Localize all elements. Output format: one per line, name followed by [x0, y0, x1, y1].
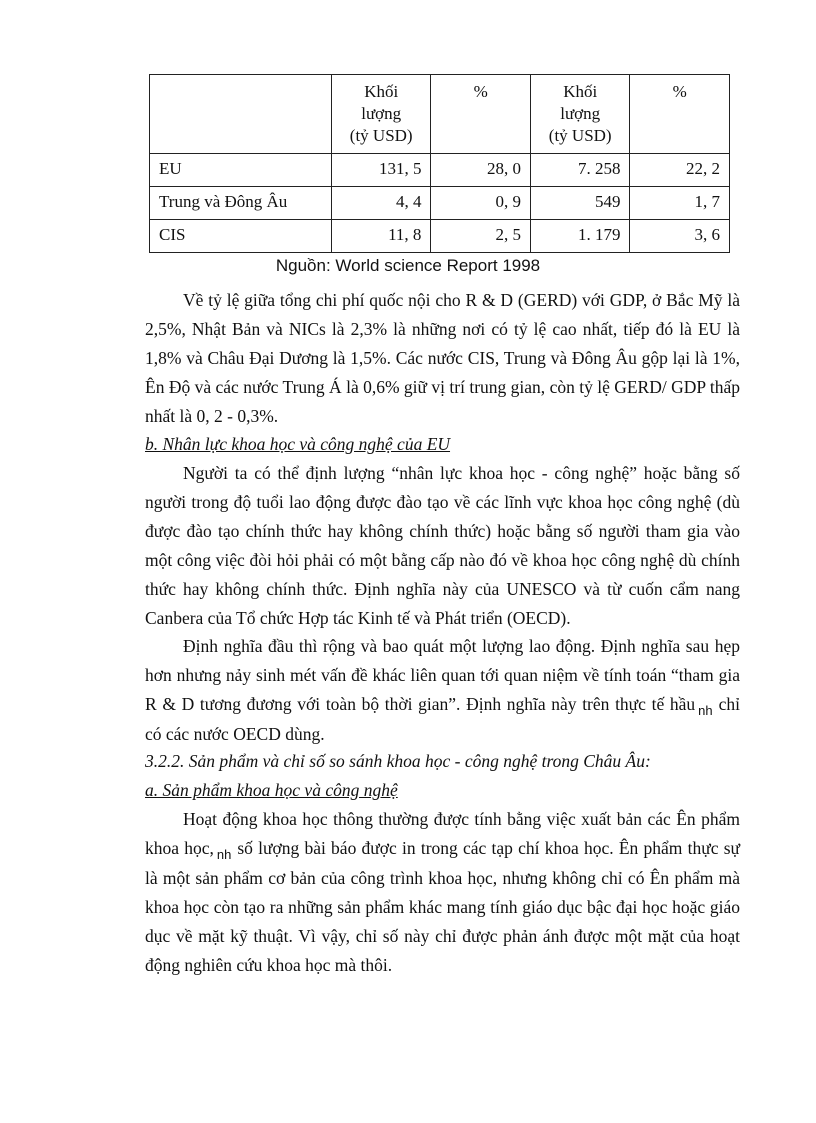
percent-2: 3, 6	[630, 220, 730, 253]
volume-1: 4, 4	[331, 187, 431, 220]
header-percent-1: %	[431, 75, 531, 154]
volume-1: 11, 8	[331, 220, 431, 253]
table-source-caption: Nguồn: World science Report 1998	[275, 256, 541, 275]
header-volume-1: Khối lượng (tỷ USD)	[331, 75, 431, 154]
region-name: EU	[150, 154, 332, 187]
header-volume-2: Khối lượng (tỷ USD)	[530, 75, 630, 154]
volume-2: 1. 179	[530, 220, 630, 253]
region-name: CIS	[150, 220, 332, 253]
table-row	[150, 220, 730, 253]
volume-2: 7. 258	[530, 154, 630, 187]
percent-2: 22, 2	[630, 154, 730, 187]
percent-1: 28, 0	[431, 154, 531, 187]
paragraph-publications: Hoạt động khoa học thông thường được tính bằng việc xuất bản các Ên phẩm khoa học, $_{nh}$ số lượng bài báo được in trong các tạp chí khoa học. Ên phẩm thực sự là một sản phẩm cơ bản của công trình khoa học, nhưng không chỉ có Ên phẩm mà khoa học còn tạo ra những sản phẩm khác mang tính giáo dục bậc đại học hoặc giáo dục về mặt kỹ thuật. Vì vậy, chỉ số này chỉ được phản ánh được một mặt của hoạt động nghiên cứu khoa học mà thôi.	[145, 809, 740, 975]
heading-products: a. Sản phẩm khoa học và công nghệ	[145, 780, 398, 800]
region-name: Trung và Đông Âu	[150, 187, 332, 220]
percent-1: 2, 5	[431, 220, 531, 253]
table-row	[150, 187, 730, 220]
table-header-row	[150, 75, 730, 154]
volume-2: 549	[530, 187, 630, 220]
paragraph-gerd-ratio: Về tỷ lệ giữa tổng chi phí quốc nội cho R & D (GERD) với GDP, ở Bắc Mỹ là 2,5%, Nhật Bản và NICs là 2,3% là những nơi có tỷ lệ cao nhất, tiếp đó là EU là 1,8% và Châu Đại Dương là 1,5%. Các nước CIS, Trung và Đông Âu gộp lại là 1%, Ên Độ và các nước Trung Á là 0,6% giữ vị trí trung gian, còn tỷ lệ GERD/ GDP thấp nhất là 0, 2 - 0,3%.	[145, 290, 740, 426]
rd-expenditure-table	[149, 74, 730, 253]
percent-2: 1, 7	[630, 187, 730, 220]
table-row	[150, 154, 730, 187]
volume-1: 131, 5	[331, 154, 431, 187]
section-heading-3-2-2: 3.2.2. Sản phẩm và chỉ số so sánh khoa học - công nghệ trong Châu Âu:	[145, 751, 651, 771]
paragraph-definitions-compare: Định nghĩa đầu thì rộng và bao quát một lượng lao động. Định nghĩa sau hẹp hơn nhưng nảy sinh mét vấn đề khác liên quan tới quan niệm về tính toán “tham gia R & D tương đương với toàn bộ thời gian”. Định nghĩa này trên thực tế hầu $_{nh}$ chỉ có các nước OECD dùng.	[145, 636, 740, 744]
paragraph-definition: Người ta có thể định lượng “nhân lực khoa học - công nghệ” hoặc bằng số người trong độ tuổi lao động được đào tạo về các lĩnh vực khoa học công nghệ (dù được đào tạo chính thức hay không chính thức) hoặc bằng số người tham gia vào một công việc đòi hỏi phải có một bằng cấp nào đó về khoa học công nghệ dù chính thức hay không chính thức. Định nghĩa này của UNESCO và từ cuốn cẩm nang Canbera của Tổ chức Hợp tác Kinh tế và Phát triển (OECD).	[145, 463, 740, 628]
header-region-cell	[150, 75, 332, 154]
header-percent-2: %	[630, 75, 730, 154]
percent-1: 0, 9	[431, 187, 531, 220]
heading-human-resources: b. Nhân lực khoa học và công nghệ của EU	[145, 434, 451, 454]
